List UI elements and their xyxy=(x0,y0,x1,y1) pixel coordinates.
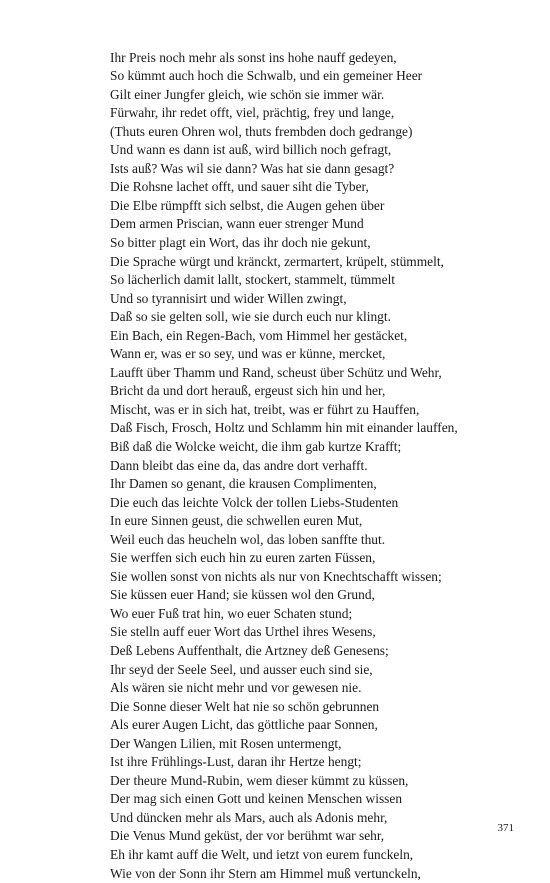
poem-line: Laufft über Thamm und Rand, scheust über Schütz und Wehr, xyxy=(110,364,530,383)
poem-line: Weil euch das heucheln wol, das loben sanffte thut. xyxy=(110,531,530,550)
poem-line: Deß Lebens Auffenthalt, die Artzney deß Genesens; xyxy=(110,642,530,661)
poem-line: Sie wollen sonst von nichts als nur von Knechtschafft wissen; xyxy=(110,568,530,587)
poem-line: Wie von der Sonn ihr Stern am Himmel muß vertunckeln, xyxy=(110,865,530,883)
poem-line: Die Venus Mund geküst, der vor berühmt war sehr, xyxy=(110,827,530,846)
poem-line: Als eurer Augen Licht, das göttliche paar Sonnen, xyxy=(110,716,530,735)
poem-line: Und so tyrannisirt und wider Willen zwingt, xyxy=(110,290,530,309)
poem-line: Die Rohsne lachet offt, und sauer siht die Tyber, xyxy=(110,178,530,197)
poem-line: In eure Sinnen geust, die schwellen euren Mut, xyxy=(110,512,530,531)
poem-line: So lächerlich damit lallt, stockert, stammelt, tümmelt xyxy=(110,271,530,290)
poem-line: Und düncken mehr als Mars, auch als Adonis mehr, xyxy=(110,809,530,828)
poem-text xyxy=(110,49,530,883)
poem-line: Die Sprache würgt und kränckt, zermartert, krüpelt, stümmelt, xyxy=(110,253,530,272)
poem-line: Der Wangen Lilien, mit Rosen untermengt, xyxy=(110,735,530,754)
poem-line: Ein Bach, ein Regen-Bach, vom Himmel her gestäcket, xyxy=(110,327,530,346)
poem-line: Ihr Preis noch mehr als sonst ins hohe nauff gedeyen, xyxy=(110,49,530,68)
poem-line: Ihr Damen so genant, die krausen Complimenten, xyxy=(110,475,530,494)
poem-line: Dann bleibt das eine da, das andre dort verhafft. xyxy=(110,457,530,476)
poem-line: Daß so sie gelten soll, wie sie durch euch nur klingt. xyxy=(110,308,530,327)
poem-line: So bitter plagt ein Wort, das ihr doch nie gekunt, xyxy=(110,234,530,253)
poem-line: Eh ihr kamt auff die Welt, und ietzt von eurem funckeln, xyxy=(110,846,530,865)
poem-line: Die Sonne dieser Welt hat nie so schön gebrunnen xyxy=(110,698,530,717)
poem-line: Sie stelln auff euer Wort das Urthel ihres Wesens, xyxy=(110,623,530,642)
page-number: 371 xyxy=(498,822,515,834)
poem-line: Und wann es dann ist auß, wird billich noch gefragt, xyxy=(110,141,530,160)
poem-line: So kümmt auch hoch die Schwalb, und ein gemeiner Heer xyxy=(110,67,530,86)
poem-line: Gilt einer Jungfer gleich, wie schön sie immer wär. xyxy=(110,86,530,105)
poem-line: Bricht da und dort herauß, ergeust sich hin und her, xyxy=(110,382,530,401)
poem-line: Wann er, was er so sey, und was er künne, mercket, xyxy=(110,345,530,364)
poem-line: Die euch das leichte Volck der tollen Liebs-Studenten xyxy=(110,494,530,513)
poem-line: (Thuts euren Ohren wol, thuts frembden doch gedrange) xyxy=(110,123,530,142)
poem-line: Mischt, was er in sich hat, treibt, was er führt zu Hauffen, xyxy=(110,401,530,420)
poem-line: Als wären sie nicht mehr und vor gewesen nie. xyxy=(110,679,530,698)
poem-line: Fürwahr, ihr redet offt, viel, prächtig, frey und lange, xyxy=(110,104,530,123)
poem-line: Ists auß? Was wil sie dann? Was hat sie dann gesagt? xyxy=(110,160,530,179)
poem-line: Sie werffen sich euch hin zu euren zarten Füssen, xyxy=(110,549,530,568)
poem-line: Die Elbe rümpfft sich selbst, die Augen gehen über xyxy=(110,197,530,216)
poem-line: Ihr seyd der Seele Seel, und ausser euch sind sie, xyxy=(110,661,530,680)
poem-line: Sie küssen euer Hand; sie küssen wol den Grund, xyxy=(110,586,530,605)
poem-line: Dem armen Priscian, wann euer strenger Mund xyxy=(110,215,530,234)
poem-line: Wo euer Fuß trat hin, wo euer Schaten stund; xyxy=(110,605,530,624)
poem-line: Der theure Mund-Rubin, wem dieser kümmt zu küssen, xyxy=(110,772,530,791)
poem-line: Biß daß die Wolcke weicht, die ihm gab kurtze Krafft; xyxy=(110,438,530,457)
poem-line: Ist ihre Frühlings-Lust, daran ihr Hertze hengt; xyxy=(110,753,530,772)
poem-line: Der mag sich einen Gott und keinen Menschen wissen xyxy=(110,790,530,809)
poem-line: Daß Fisch, Frosch, Holtz und Schlamm hin mit einander lauffen, xyxy=(110,419,530,438)
